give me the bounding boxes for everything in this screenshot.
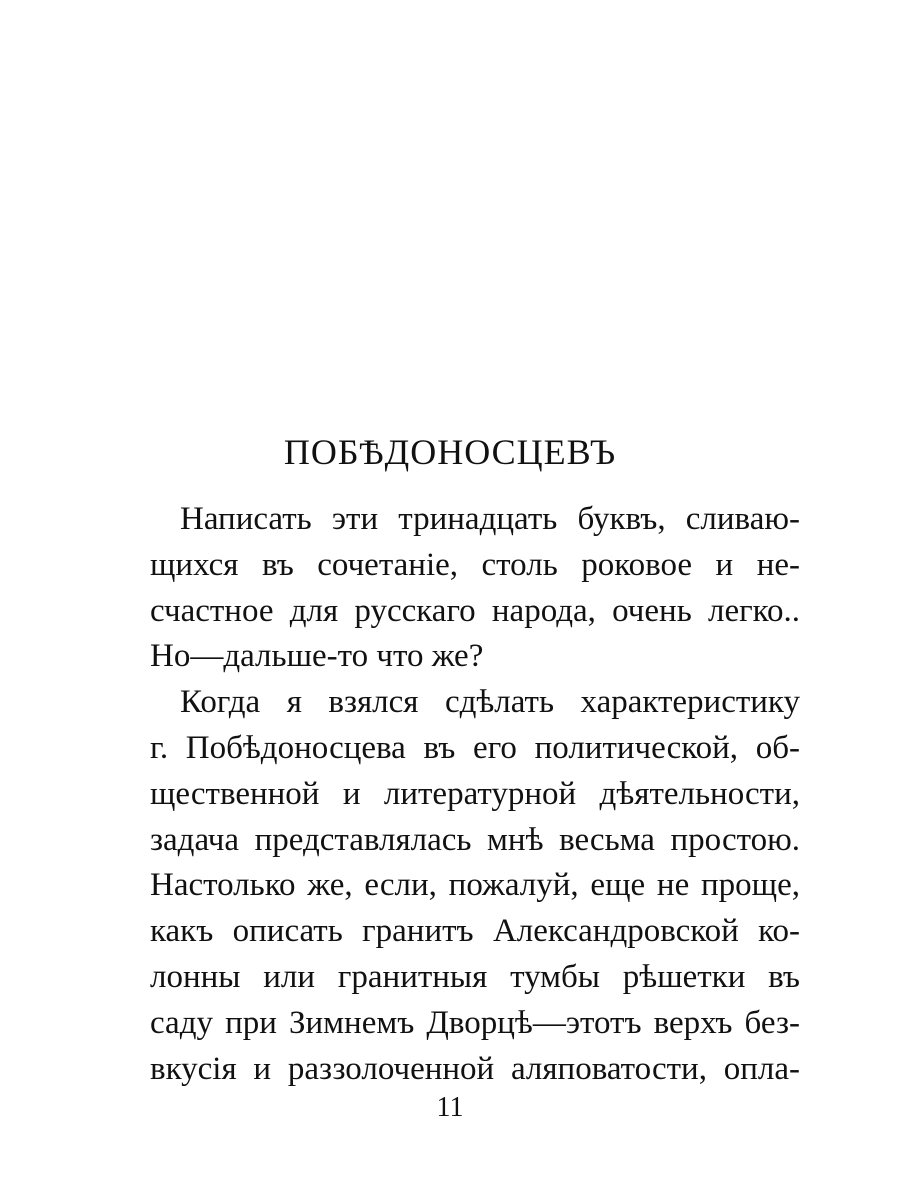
text-line: саду при Зимнемъ Дворцѣ—этотъ верхъ без- <box>150 1004 800 1041</box>
page-number: 11 <box>436 1092 464 1123</box>
text-line: задача представлялась мнѣ весьма простою. <box>150 821 800 858</box>
text-line: Написать эти тринадцать буквъ, сливаю- <box>180 501 800 537</box>
text-line: лонны или гранитныя тумбы рѣшетки въ <box>150 958 800 995</box>
text-line: Настолько же, если, пожалуй, еще не проще, <box>150 867 800 904</box>
text-line: какъ описать гранитъ Александровской ко- <box>150 913 800 950</box>
text-line: Когда я взялся сдѣлать характеристику <box>180 684 800 721</box>
text-line: щихся въ сочетаніе, столь роковое и не- <box>150 546 800 583</box>
text-line: Но—дальше-то что же? <box>150 638 484 675</box>
chapter-title: ПОБѢДОНОСЦЕВЪ <box>283 432 617 472</box>
text-line: счастное для русскаго народа, очень легко.. <box>150 592 800 629</box>
text-line: щественной и литературной дѣятельности, <box>150 775 800 812</box>
text-line: вкусія и раззолоченной аляповатости, опла- <box>150 1050 800 1087</box>
text-line: г. Побѣдоносцева въ его политической, об- <box>150 729 800 766</box>
body-text <box>150 497 800 1092</box>
